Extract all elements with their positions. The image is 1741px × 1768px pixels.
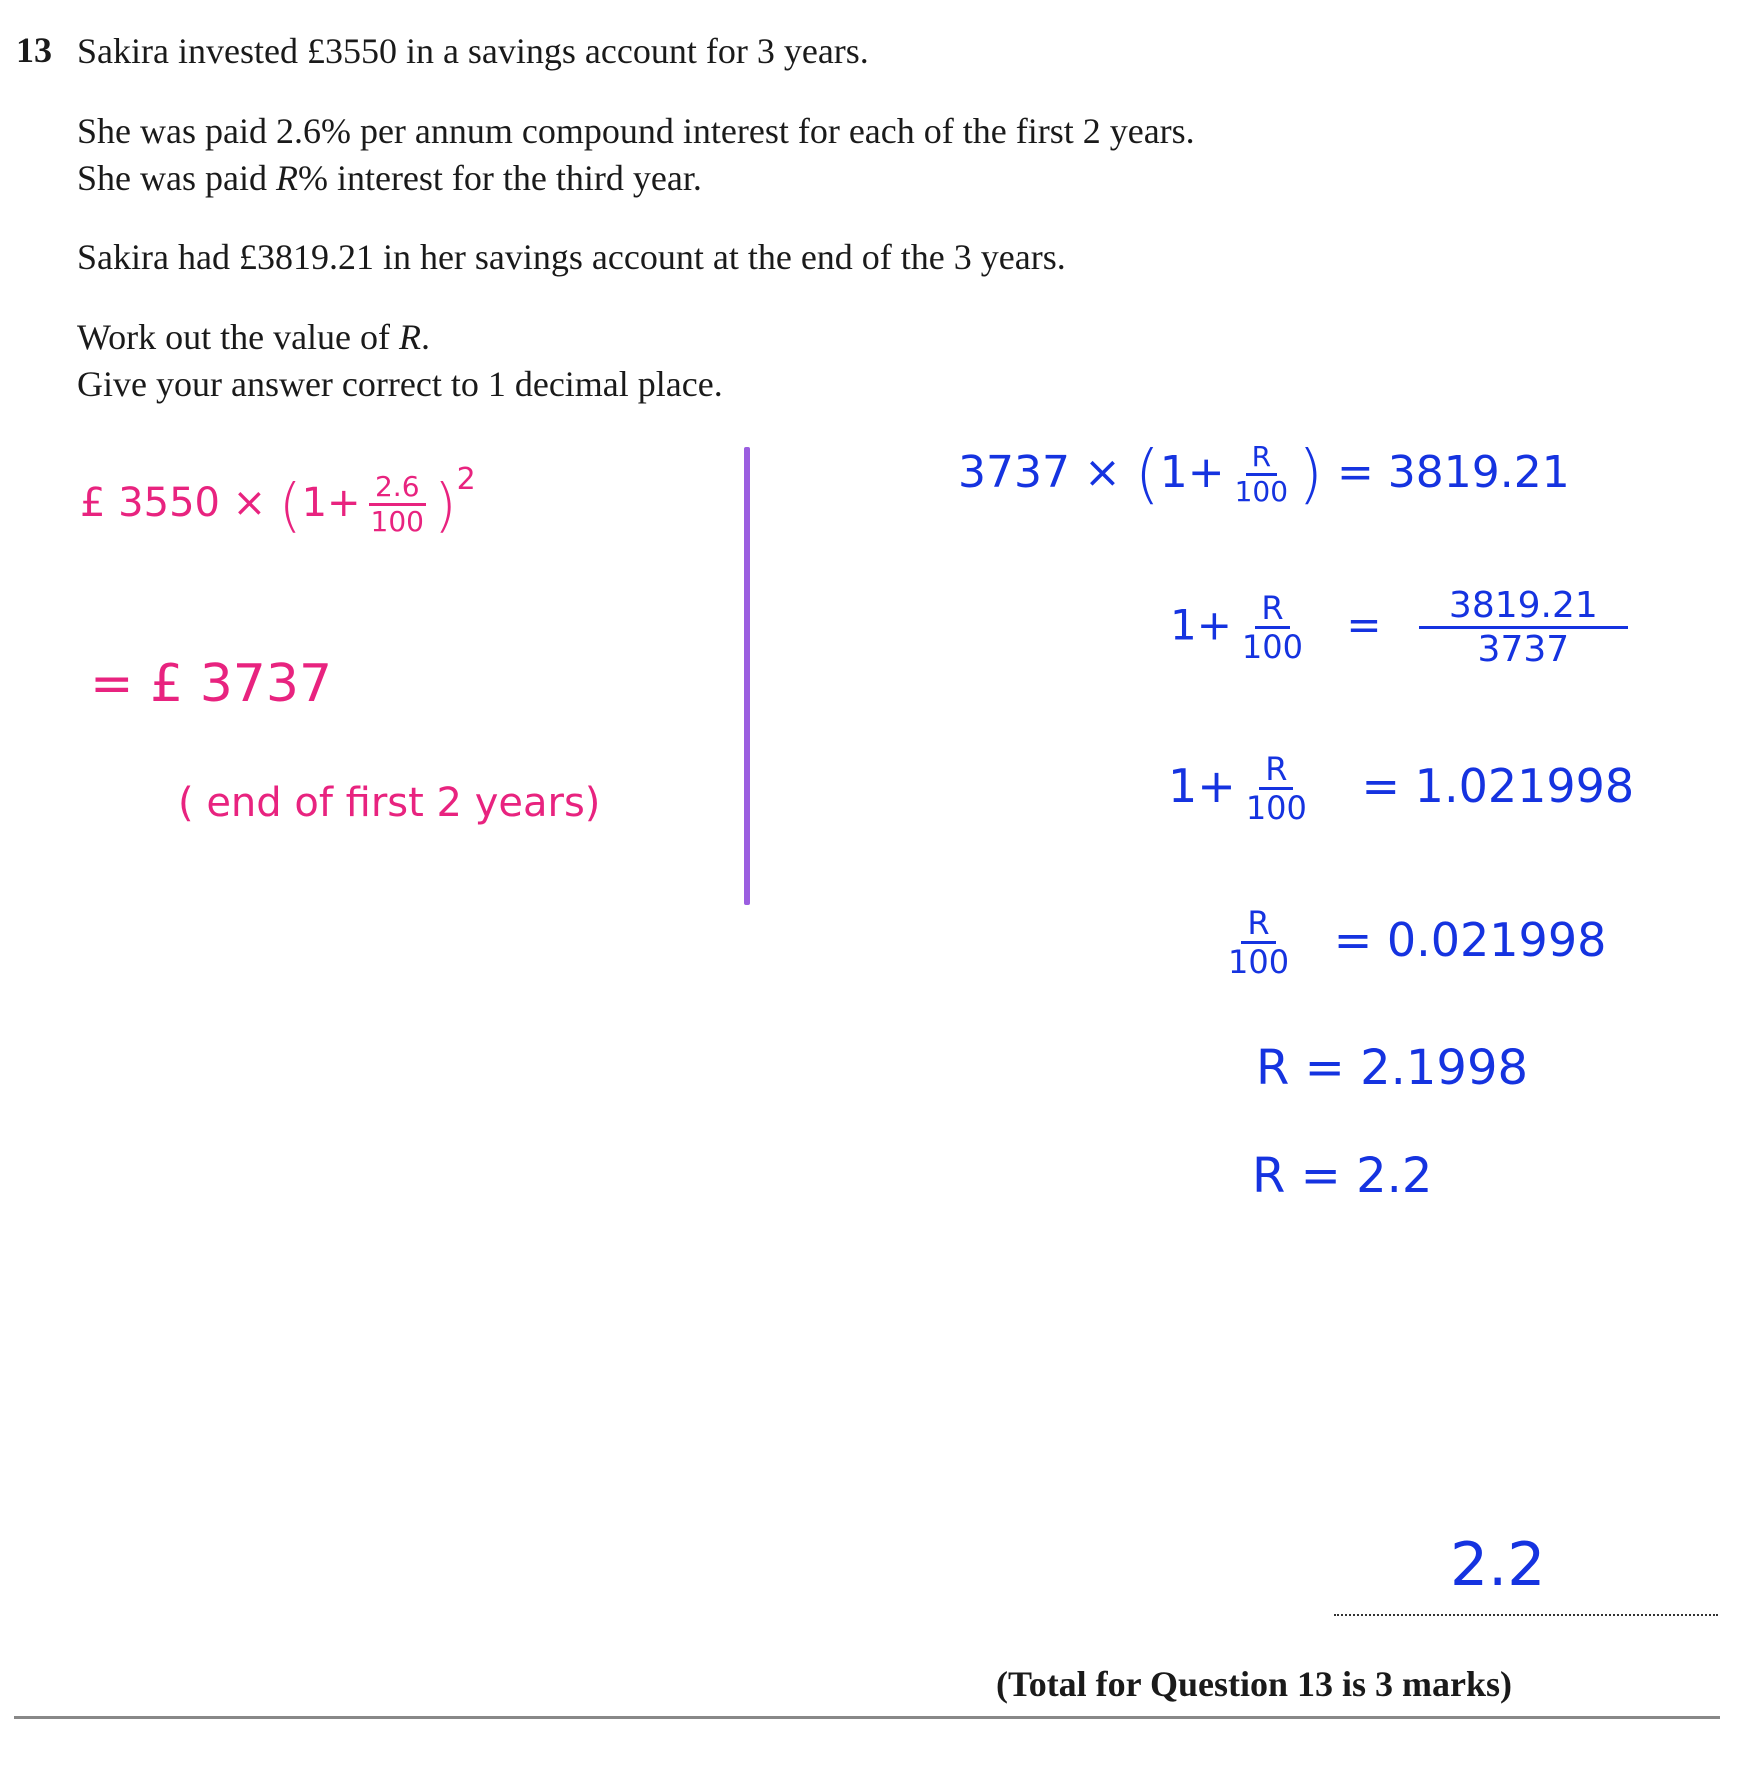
working-right-line-5: R = 2.1998 [1256,1040,1529,1096]
working-right-line-2 [1170,586,1632,670]
step1-lhs: £ 3550 × [80,480,267,526]
fraction-denominator: 100 [1245,789,1307,828]
one-plus: 1+ [1159,447,1225,498]
fraction-denominator: 100 [370,504,424,538]
open-paren: ( [1134,438,1160,512]
question-line-5-post: . [421,317,431,357]
question-line-3 [77,155,1195,202]
fraction-numerator: R [1241,906,1275,944]
one-plus: 1+ [1170,600,1232,650]
fraction-r-over-100 [1240,752,1313,827]
working-right-line-6: R = 2.2 [1252,1148,1433,1204]
fraction-numerator: R [1246,442,1277,476]
working-left-step-2: = £ 3737 [90,654,333,714]
question-line-3-pre: She was paid [77,158,276,198]
l1-rhs: = 3819.21 [1336,447,1570,498]
fraction-denominator: 100 [1234,474,1289,508]
fraction-denominator: 100 [1228,943,1290,982]
one-plus: 1+ [1168,758,1236,813]
working-right-line-3 [1168,752,1634,827]
fraction-numerator: 2.6 [369,472,426,506]
variable-r: R [275,158,298,198]
total-marks: (Total for Question 13 is 3 marks) [996,1664,1513,1704]
question-line-5 [77,314,723,361]
question-number: 13 [16,30,52,70]
exponent: 2 [456,462,476,497]
working-left-step-1 [80,462,476,539]
answer-dotted-line [1334,1614,1718,1616]
close-paren: ) [433,471,457,539]
close-paren: ) [1298,438,1323,512]
question-line-5-pre: Work out the value of [77,317,400,357]
final-answer: 2.2 [1450,1530,1546,1600]
fraction-rate [365,472,430,538]
question-line-6: Give your answer correct to 1 decimal place. [77,364,723,404]
fraction-r-over-100 [1236,588,1309,666]
bottom-rule [14,1716,1720,1719]
question-line-1: Sakira invested £3550 in a savings account for 3 years. [77,31,869,71]
working-right-line-1 [958,438,1570,512]
working-left-step-3: ( end of first 2 years) [178,780,601,826]
one-plus: 1+ [301,480,361,526]
fraction-denominator: 100 [1241,627,1303,666]
l4-rhs: = 0.021998 [1333,912,1607,967]
question-line-2: She was paid 2.6% per annum compound interest for each of the first 2 years. [77,111,1195,151]
question-line-3-post: % interest for the third year. [297,158,702,198]
working-divider [744,447,750,905]
variable-r: R [399,317,422,357]
fraction-numerator: 3819.21 [1419,586,1628,629]
question-interest-paragraph [77,108,1195,202]
fraction-r-over-100 [1222,906,1295,981]
fraction-numerator: R [1259,752,1293,790]
l3-rhs: = 1.021998 [1361,758,1635,813]
open-paren: ( [278,471,302,539]
question-final-amount-paragraph [77,234,1066,281]
equals-sign: = [1346,600,1382,650]
fraction-ratio [1419,586,1628,670]
working-right-line-4 [1218,906,1606,981]
fraction-denominator: 3737 [1477,628,1570,670]
question-intro [77,28,869,75]
question-instruction-paragraph [77,314,723,408]
fraction-r-over-100 [1229,442,1294,508]
l1-lhs: 3737 × [958,447,1121,498]
question-line-4: Sakira had £3819.21 in her savings account at the end of the 3 years. [77,237,1066,277]
fraction-numerator: R [1255,591,1289,629]
